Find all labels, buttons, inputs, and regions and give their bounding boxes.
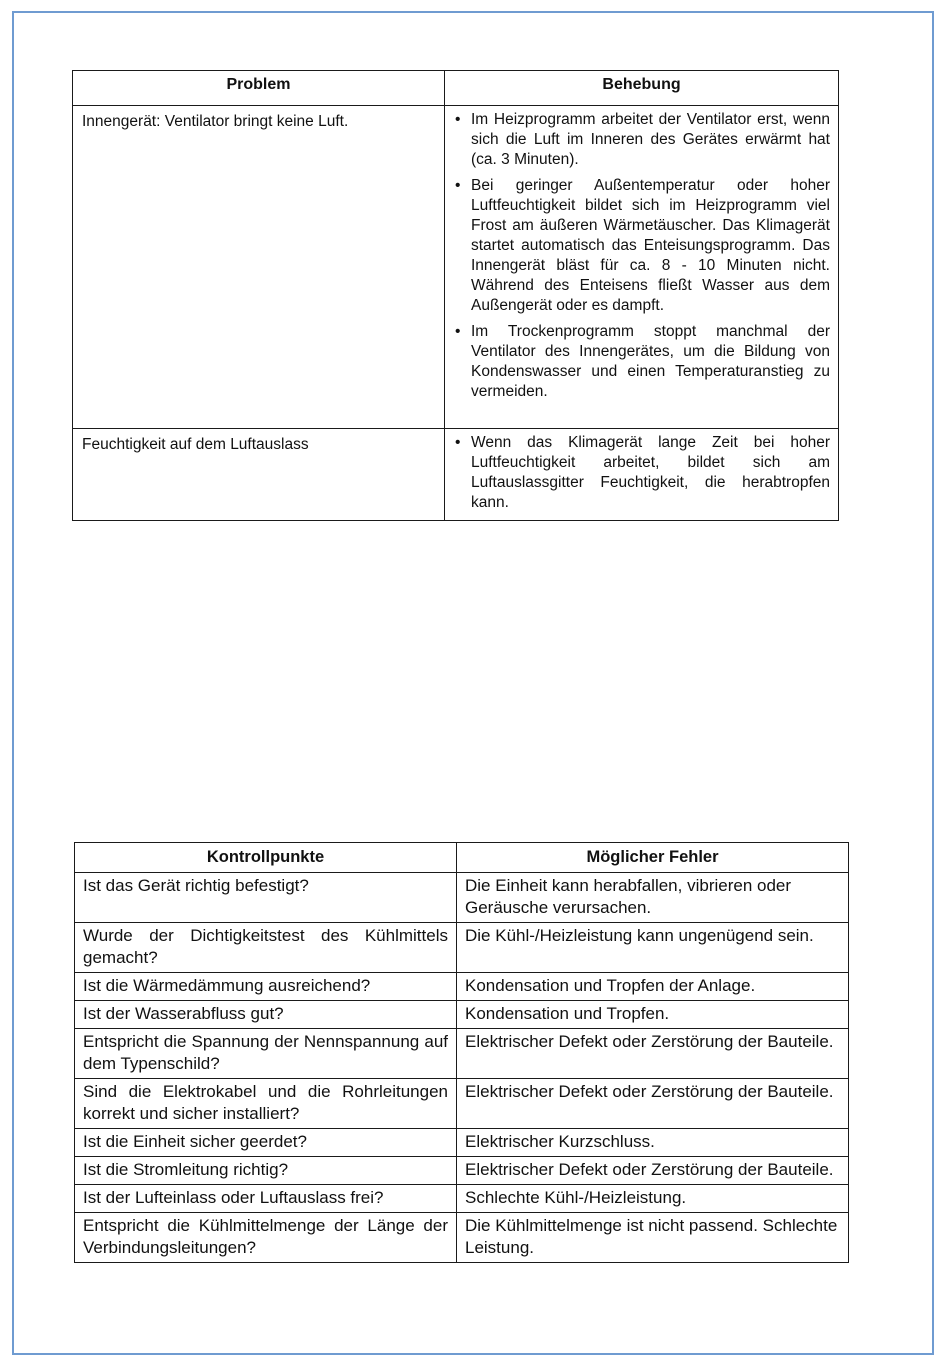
- error-cell: Elektrischer Defekt oder Zerstörung der Bauteile.: [457, 1079, 849, 1129]
- bullet-icon: •: [455, 434, 461, 451]
- error-cell: Die Einheit kann herabfallen, vibrieren oder Geräusche verursachen.: [457, 873, 849, 923]
- table-row: [75, 1185, 849, 1213]
- table-header-row: [75, 843, 849, 873]
- check-cell: Entspricht die Spannung der Nennspannung auf dem Typenschild?: [75, 1029, 457, 1079]
- error-cell: Die Kühl-/Heizleistung kann ungenügend sein.: [457, 923, 849, 973]
- solution-cell: [445, 429, 839, 521]
- list-item: [453, 322, 830, 402]
- table-row: [75, 973, 849, 1001]
- header-solution: Behebung: [445, 71, 839, 106]
- table-row: [75, 1079, 849, 1129]
- error-cell: Elektrischer Defekt oder Zerstörung der Bauteile.: [457, 1029, 849, 1079]
- error-cell: Kondensation und Tropfen.: [457, 1001, 849, 1029]
- check-cell: Ist das Gerät richtig befestigt?: [75, 873, 457, 923]
- bullet-icon: •: [455, 323, 461, 340]
- error-cell: Die Kühlmittelmenge ist nicht passend. Schlechte Leistung.: [457, 1213, 849, 1263]
- check-cell: Ist die Stromleitung richtig?: [75, 1157, 457, 1185]
- solution-list: [453, 433, 830, 513]
- check-cell: Ist die Wärmedämmung ausreichend?: [75, 973, 457, 1001]
- check-cell: Sind die Elektrokabel und die Rohrleitungen korrekt und sicher installiert?: [75, 1079, 457, 1129]
- problem-cell: Innengerät: Ventilator bringt keine Luft.: [73, 106, 445, 429]
- problem-cell: Feuchtigkeit auf dem Luftauslass: [73, 429, 445, 521]
- solution-list: [453, 110, 830, 402]
- solution-text: Bei geringer Außentemperatur oder hoher Luftfeuchtigkeit bildet sich im Heizprogramm viel Frost am äußeren Wärmetäuscher. Das Klimagerät startet automatisch das Enteisungsprogramm. Das Innengerät bläst für ca. 8 - 10 Minuten nicht. Während des Enteisens fließt Wasser aus dem Außengerät oder es dampft.: [471, 177, 830, 314]
- bullet-icon: •: [455, 177, 461, 194]
- check-cell: Ist der Lufteinlass oder Luftauslass frei?: [75, 1185, 457, 1213]
- header-problem: Problem: [73, 71, 445, 106]
- check-cell: Ist die Einheit sicher geerdet?: [75, 1129, 457, 1157]
- solution-text: Im Heizprogramm arbeitet der Ventilator erst, wenn sich die Luft im Inneren des Gerätes erwärmt hat (ca. 3 Minuten).: [471, 111, 830, 168]
- list-item: [453, 110, 830, 170]
- header-error: Möglicher Fehler: [457, 843, 849, 873]
- table-row: [75, 923, 849, 973]
- header-check: Kontrollpunkte: [75, 843, 457, 873]
- table-row: [75, 873, 849, 923]
- bullet-icon: •: [455, 111, 461, 128]
- error-cell: Schlechte Kühl-/Heizleistung.: [457, 1185, 849, 1213]
- error-cell: Elektrischer Defekt oder Zerstörung der Bauteile.: [457, 1157, 849, 1185]
- solution-text: Im Trockenprogramm stoppt manchmal der Ventilator des Innengerätes, um die Bildung von Kondenswasser und einen Temperaturanstieg zu vermeiden.: [471, 323, 830, 400]
- check-cell: Wurde der Dichtigkeitstest des Kühlmittels gemacht?: [75, 923, 457, 973]
- list-item: [453, 433, 830, 513]
- list-item: [453, 176, 830, 316]
- checklist-table: [74, 842, 849, 1263]
- table-header-row: [73, 71, 839, 106]
- troubleshooting-table: [72, 70, 839, 521]
- error-cell: Kondensation und Tropfen der Anlage.: [457, 973, 849, 1001]
- table-row: [75, 1157, 849, 1185]
- table-row: [75, 1213, 849, 1263]
- table-row: [75, 1129, 849, 1157]
- table-row: [73, 429, 839, 521]
- table-row: [75, 1029, 849, 1079]
- solution-cell: [445, 106, 839, 429]
- check-cell: Ist der Wasserabfluss gut?: [75, 1001, 457, 1029]
- table-row: [73, 106, 839, 429]
- error-cell: Elektrischer Kurzschluss.: [457, 1129, 849, 1157]
- check-cell: Entspricht die Kühlmittelmenge der Länge der Verbindungsleitungen?: [75, 1213, 457, 1263]
- table-row: [75, 1001, 849, 1029]
- solution-text: Wenn das Klimagerät lange Zeit bei hoher Luftfeuchtigkeit arbeitet, bildet sich am Luftauslassgitter Feuchtigkeit, die herabtropfen kann.: [471, 434, 830, 511]
